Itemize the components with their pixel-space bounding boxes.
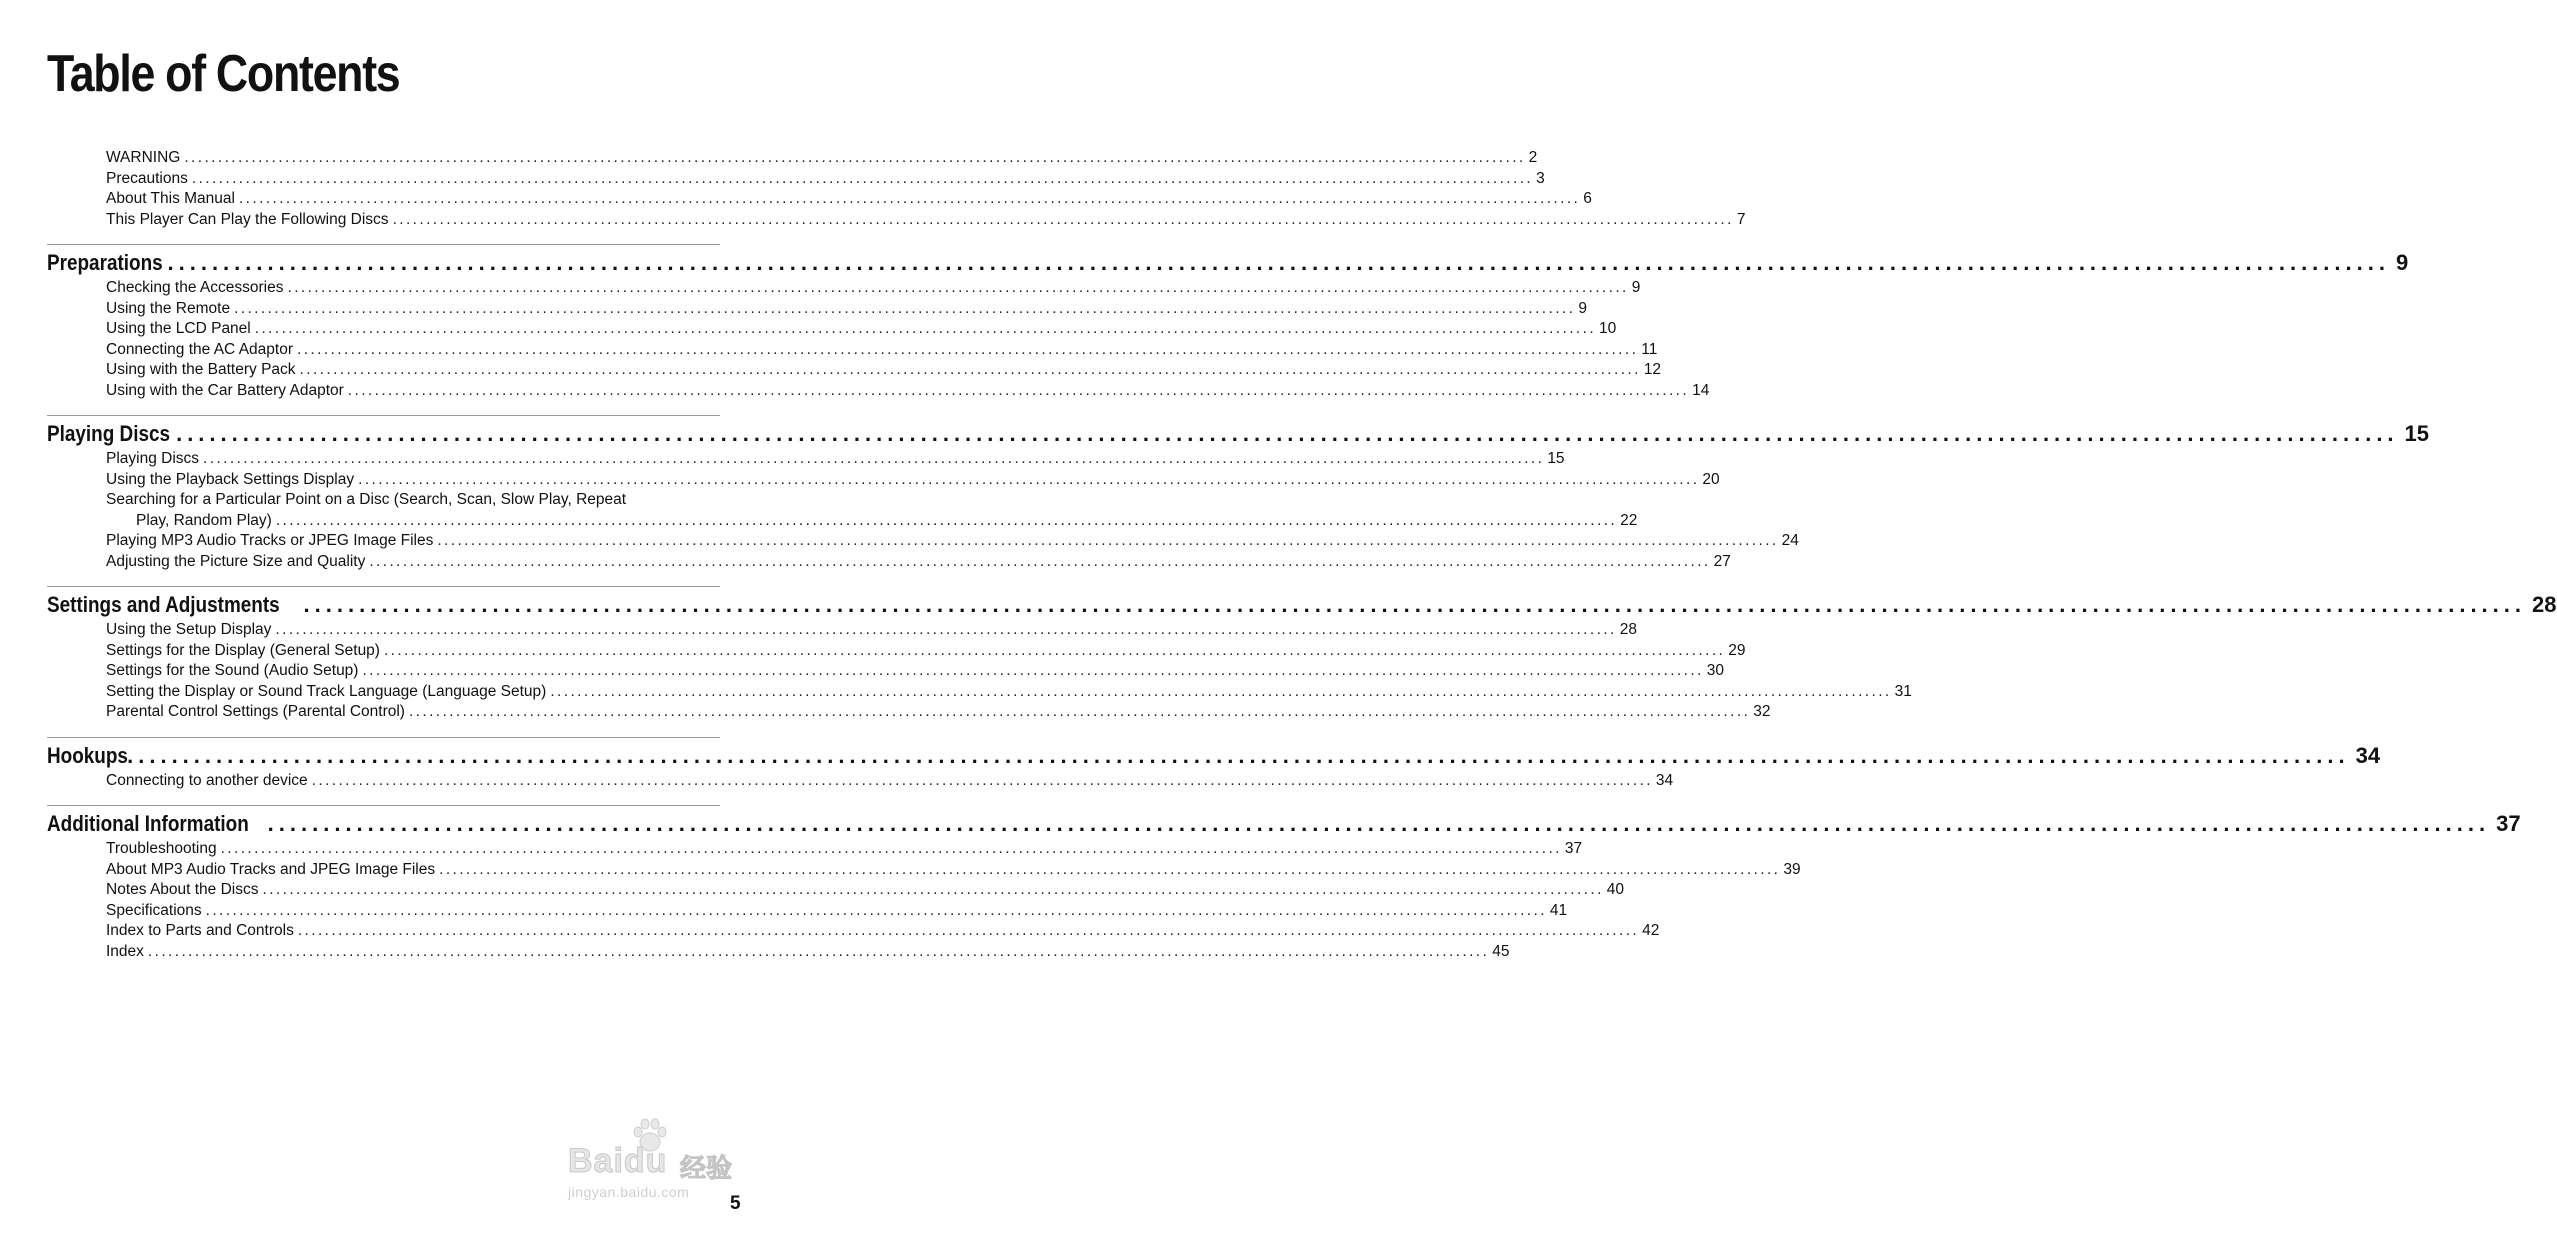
toc-entry-page: 22 xyxy=(1620,511,1638,529)
dot-leader: ........................................................................................................................................................................................................ xyxy=(205,901,1547,919)
toc-entry[interactable] xyxy=(106,771,1674,792)
section-heading[interactable] xyxy=(47,420,2430,448)
toc-entry-continuation xyxy=(136,511,1638,532)
section-heading[interactable] xyxy=(47,249,2409,277)
dot-leader: ........................................................................................................................................................................................................ xyxy=(311,771,1653,789)
dot-leader: ........................................................................................................................................................................................................ xyxy=(297,922,1640,939)
toc-entry[interactable] xyxy=(106,620,1637,641)
dot-leader: ........................................................................................................................................................................................................ xyxy=(550,682,1892,700)
dot-leader: ........................................................................................................................................................................................................ xyxy=(234,299,1576,317)
toc-entry[interactable] xyxy=(106,682,1912,703)
toc-section-additional-information xyxy=(47,805,2521,962)
watermark-url: jingyan.baidu.com xyxy=(568,1184,690,1200)
toc-section-settings xyxy=(47,586,2557,723)
section-title: Settings and Adjustments xyxy=(47,592,280,617)
toc-entry[interactable] xyxy=(106,148,1538,169)
section-title: Playing Discs xyxy=(47,421,171,446)
toc-entry-page: 20 xyxy=(1702,470,1720,488)
section-heading[interactable] xyxy=(47,810,2521,838)
toc-entry-page: 30 xyxy=(1706,662,1724,679)
toc-entry-text: Checking the Accessories xyxy=(106,279,284,296)
dot-leader: ........................................................................................................................................................................................................ xyxy=(362,662,1704,679)
toc-entry-text: Using the LCD Panel xyxy=(106,320,251,337)
toc-entry[interactable] xyxy=(106,299,1587,320)
toc-entry-page: 12 xyxy=(1643,361,1662,378)
section-page: 9 xyxy=(2395,250,2409,275)
toc-entry-text: Settings for the Display (General Setup) xyxy=(106,641,380,659)
dot-leader: ........................................................................................................................................................................................................ xyxy=(203,450,1545,467)
toc-entry-text: This Player Can Play the Following Discs xyxy=(106,210,389,228)
toc-entry[interactable] xyxy=(106,942,1510,963)
toc-entry-text: Connecting the AC Adaptor xyxy=(106,340,293,358)
toc-entry-page: 14 xyxy=(1692,381,1710,399)
toc-entry[interactable] xyxy=(106,839,1583,860)
baidu-jingyan-watermark xyxy=(564,1118,752,1210)
toc-entry-text: Using with the Car Battery Adaptor xyxy=(106,381,344,399)
dot-leader: ........................................................................................................................................................................................................ xyxy=(262,881,1604,898)
dot-leader: ........................................................................................................................................................................................................ xyxy=(147,942,1490,960)
dot-leader: ........................................................................................................................................................................................................ xyxy=(238,190,1581,207)
toc-entry[interactable] xyxy=(106,901,1568,922)
toc-entry[interactable] xyxy=(106,880,1625,901)
toc-entry[interactable] xyxy=(106,552,1731,573)
toc-entry-page: 40 xyxy=(1606,881,1625,898)
toc-entry-text: Precautions xyxy=(106,169,188,187)
dot-leader: ........................................................................................................................................................................................................ xyxy=(191,169,1534,187)
dot-leader: ........................................................................................................................................................................................................ xyxy=(127,742,2350,768)
dot-leader: ........................................................................................................................................................................................................ xyxy=(303,592,2527,617)
toc-entry[interactable] xyxy=(106,340,1658,361)
toc-entry-text-continued: Play, Random Play) xyxy=(136,511,272,529)
dot-leader: ........................................................................................................................................................................................................ xyxy=(439,860,1781,878)
toc-entry-page: 41 xyxy=(1549,901,1568,919)
section-page: 15 xyxy=(2404,421,2430,446)
toc-entry-page: 7 xyxy=(1736,210,1746,228)
dot-leader: ........................................................................................................................................................................................................ xyxy=(275,511,1618,529)
section-page: 28 xyxy=(2532,592,2557,617)
toc-entry-page: 29 xyxy=(1728,641,1746,659)
toc-entry-text: Using the Setup Display xyxy=(106,621,272,638)
dot-leader: ........................................................................................................................................................................................................ xyxy=(254,320,1597,337)
toc-entry-page: 2 xyxy=(1528,149,1538,166)
dot-leader: ........................................................................................................................................................................................................ xyxy=(220,840,1562,857)
toc-entry-page: 28 xyxy=(1619,621,1637,638)
toc-entry[interactable] xyxy=(106,381,1710,402)
toc-entry-text: WARNING xyxy=(106,149,181,166)
toc-entry-text: Parental Control Settings (Parental Control) xyxy=(106,703,405,720)
toc-entry-text: Troubleshooting xyxy=(106,840,217,857)
toc-entry[interactable] xyxy=(106,278,1641,299)
toc-entry-page: 34 xyxy=(1655,771,1674,789)
toc-entry[interactable] xyxy=(106,470,1720,491)
dot-leader: ........................................................................................................................................................................................................ xyxy=(369,552,1711,570)
page-number: 5 xyxy=(730,1193,741,1214)
toc-section-preparations xyxy=(47,244,2409,401)
dot-leader: ........................................................................................................................................................................................................ xyxy=(408,703,1751,720)
toc-entry-text: Using with the Battery Pack xyxy=(106,361,296,378)
toc-entry-page: 15 xyxy=(1547,450,1565,467)
dot-leader: ........................................................................................................................................................................................................ xyxy=(299,361,1641,378)
dot-leader: ........................................................................................................................................................................................................ xyxy=(392,210,1734,228)
dot-leader: ........................................................................................................................................................................................................ xyxy=(184,149,1526,166)
toc-entry-text: Settings for the Sound (Audio Setup) xyxy=(106,662,359,679)
dot-leader: ........................................................................................................................................................................................................ xyxy=(287,279,1629,296)
dot-leader: ........................................................................................................................................................................................................ xyxy=(275,621,1617,638)
toc-entry[interactable] xyxy=(106,921,1660,942)
toc-entry-page: 6 xyxy=(1583,190,1592,207)
toc-entry[interactable] xyxy=(106,319,1617,340)
toc-entry-text: Connecting to another device xyxy=(106,771,308,789)
toc-entry-text: Playing Discs xyxy=(106,450,200,467)
dot-leader: ........................................................................................................................................................................................................ xyxy=(437,532,1779,549)
toc-entry[interactable] xyxy=(106,641,1746,662)
toc-entry-page: 27 xyxy=(1713,552,1731,570)
toc-entry-page: 31 xyxy=(1894,682,1912,700)
toc-entry-text: Using the Playback Settings Display xyxy=(106,470,355,488)
toc-entry-page: 42 xyxy=(1642,922,1660,939)
toc-entry[interactable] xyxy=(106,860,1801,881)
toc-entry[interactable] xyxy=(106,661,1724,682)
toc-entry-page: 24 xyxy=(1781,532,1799,549)
toc-entry-text: Searching for a Particular Point on a Disc (Search, Scan, Slow Play, Repeat xyxy=(106,491,627,508)
toc-section-playing-discs xyxy=(47,415,2430,572)
toc-entry[interactable] xyxy=(106,360,1662,381)
toc-entry[interactable] xyxy=(106,449,1565,470)
section-page: 34 xyxy=(2355,742,2381,768)
section-title: Additional Information xyxy=(47,811,249,836)
section-page: 37 xyxy=(2496,811,2521,836)
dot-leader: ........................................................................................................................................................................................................ xyxy=(347,381,1690,399)
toc-entry-text: Index xyxy=(106,942,144,960)
dot-leader: ........................................................................................................................................................................................................ xyxy=(383,641,1726,659)
toc-entry-page: 9 xyxy=(1631,279,1641,296)
toc-section-hookups xyxy=(47,737,2381,792)
toc-entry-text: About This Manual xyxy=(106,190,235,207)
watermark-brand: 经验 xyxy=(680,1153,733,1183)
toc-entry[interactable] xyxy=(106,189,1592,210)
toc-entry-page: 9 xyxy=(1578,299,1587,317)
dot-leader: ........................................................................................................................................................................................................ xyxy=(297,340,1639,358)
dot-leader: ........................................................................................................................................................................................................ xyxy=(167,250,2390,275)
dot-leader: ........................................................................................................................................................................................................ xyxy=(358,470,1700,488)
toc-entry-text: Setting the Display or Sound Track Language (Language Setup) xyxy=(106,682,547,700)
toc-entry[interactable] xyxy=(106,702,1771,723)
table-of-contents xyxy=(47,148,2557,962)
toc-entry-page: 10 xyxy=(1599,320,1617,337)
toc-entry-text: Index to Parts and Controls xyxy=(106,922,294,939)
section-title: Preparations xyxy=(47,250,163,275)
dot-leader: ........................................................................................................................................................................................................ xyxy=(176,421,2399,446)
section-heading[interactable] xyxy=(47,591,2557,619)
toc-entry-text: Specifications xyxy=(106,901,202,919)
toc-entry-text: About MP3 Audio Tracks and JPEG Image Files xyxy=(106,860,436,878)
toc-entry-page: 11 xyxy=(1641,340,1658,358)
toc-entry-page: 37 xyxy=(1564,840,1583,857)
section-heading[interactable] xyxy=(47,742,2381,770)
toc-entry[interactable] xyxy=(106,210,1746,231)
toc-entry-text: Notes About the Discs xyxy=(106,881,259,898)
toc-entry[interactable] xyxy=(106,531,1799,552)
toc-entry-page: 32 xyxy=(1753,703,1771,720)
page-title: Table of Contents xyxy=(47,45,400,103)
toc-entry[interactable] xyxy=(106,169,1545,190)
toc-entry-page: 3 xyxy=(1536,169,1545,187)
toc-entry-page: 39 xyxy=(1783,860,1801,878)
section-title: Hookups xyxy=(47,742,128,768)
toc-entry-page: 45 xyxy=(1492,942,1510,960)
toc-entry-text: Adjusting the Picture Size and Quality xyxy=(106,552,366,570)
toc-entry[interactable] xyxy=(106,490,1638,531)
watermark-logo: Baidu xyxy=(568,1142,668,1180)
intro-list xyxy=(47,148,1746,230)
toc-entry-text: Using the Remote xyxy=(106,299,231,317)
dot-leader: ........................................................................................................................................................................................................ xyxy=(267,811,2491,836)
toc-entry-text: Playing MP3 Audio Tracks or JPEG Image Files xyxy=(106,532,434,549)
